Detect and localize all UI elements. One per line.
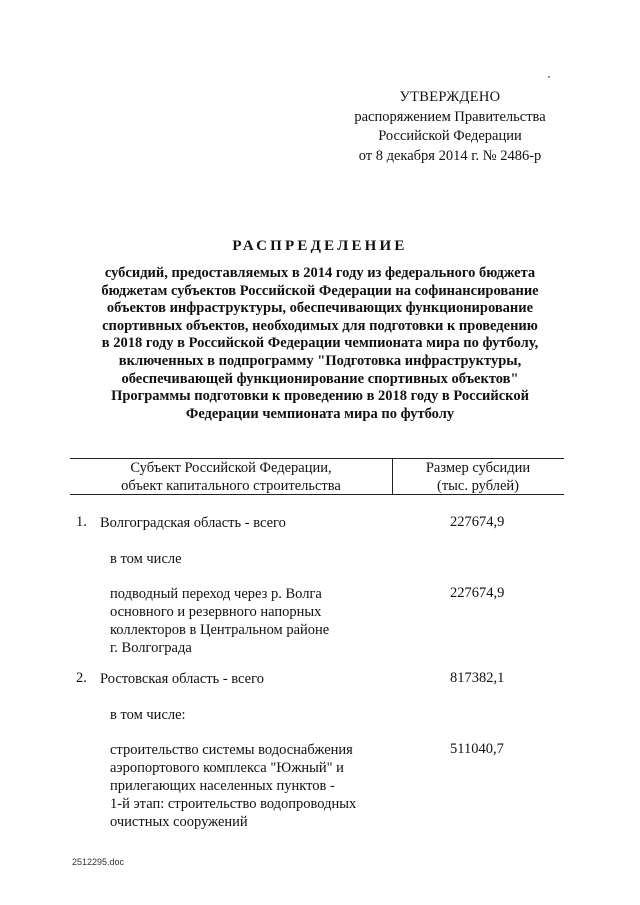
file-name-footer: 2512295.doc xyxy=(72,857,125,867)
subtitle-line: спортивных объектов, необходимых для подготовки к проведению xyxy=(102,317,538,334)
approval-line: Российской Федерации xyxy=(378,128,522,144)
column-header-line: Размер субсидии xyxy=(425,460,531,476)
document-title: РАСПРЕДЕЛЕНИЕ xyxy=(232,238,408,254)
object-line: аэропортового комплекса "Южный" и xyxy=(110,760,344,776)
object-line: очистных сооружений xyxy=(110,814,248,830)
approval-heading: УТВЕРЖДЕНО xyxy=(399,89,501,105)
object-line: г. Волгограда xyxy=(110,640,192,656)
approval-line: распоряжением Правительства xyxy=(354,108,546,125)
region-name: Ростовская область - всего xyxy=(100,671,264,687)
subtitle-line: обеспечивающей функционирование спортивных объектов" xyxy=(121,370,519,387)
subtitle-line: бюджетам субъектов Российской Федерации на софинансирование xyxy=(101,282,539,299)
column-header-line: Субъект Российской Федерации, xyxy=(130,460,332,476)
object-line: подводный переход через р. Волга xyxy=(110,586,322,602)
subtitle-line: объектов инфраструктуры, обеспечивающих функционирование xyxy=(106,300,534,317)
subtitle-line: Программы подготовки к проведению в 2018 году в Российской xyxy=(111,388,529,405)
object-line: строительство системы водоснабжения xyxy=(110,742,353,758)
column-header-line: (тыс. рублей) xyxy=(437,477,519,494)
scan-speck xyxy=(548,76,550,78)
object-amount: 511040,7 xyxy=(450,741,504,757)
object-amount: 227674,9 xyxy=(450,585,505,601)
object-description xyxy=(110,585,329,657)
column-header-amount xyxy=(394,460,562,495)
object-line: коллекторов в Центральном районе xyxy=(110,622,330,638)
object-line: 1-й этап: строительство водопроводных xyxy=(110,796,357,812)
including-label: в том числе: xyxy=(110,707,186,723)
table-top-rule xyxy=(70,458,564,459)
object-description xyxy=(110,741,356,831)
approval-stamp xyxy=(330,88,570,166)
approval-date: от 8 декабря 2014 г. № 2486-р xyxy=(358,147,542,164)
subtitle-line: субсидий, предоставляемых в 2014 году из федерального бюджета xyxy=(104,265,536,281)
region-name: Волгоградская область - всего xyxy=(100,515,286,531)
document-subtitle xyxy=(70,265,570,423)
column-header-line: объект капитального строительства xyxy=(121,477,341,494)
column-header-subject xyxy=(72,460,390,495)
object-line: основного и резервного напорных xyxy=(110,604,322,620)
region-total: 817382,1 xyxy=(450,670,505,686)
row-number: 2. xyxy=(76,670,87,686)
table-column-divider xyxy=(392,458,393,494)
including-label: в том числе xyxy=(110,551,182,567)
object-line: прилегающих населенных пунктов - xyxy=(110,778,335,794)
subtitle-line: в 2018 году в Российской Федерации чемпионата мира по футболу, xyxy=(101,335,539,352)
region-total: 227674,9 xyxy=(450,514,505,530)
subtitle-line: Федерации чемпионата мира по футболу xyxy=(185,405,455,422)
row-number: 1. xyxy=(76,514,87,530)
subtitle-line: включенных в подпрограмму "Подготовка инфраструктуры, xyxy=(118,352,522,369)
